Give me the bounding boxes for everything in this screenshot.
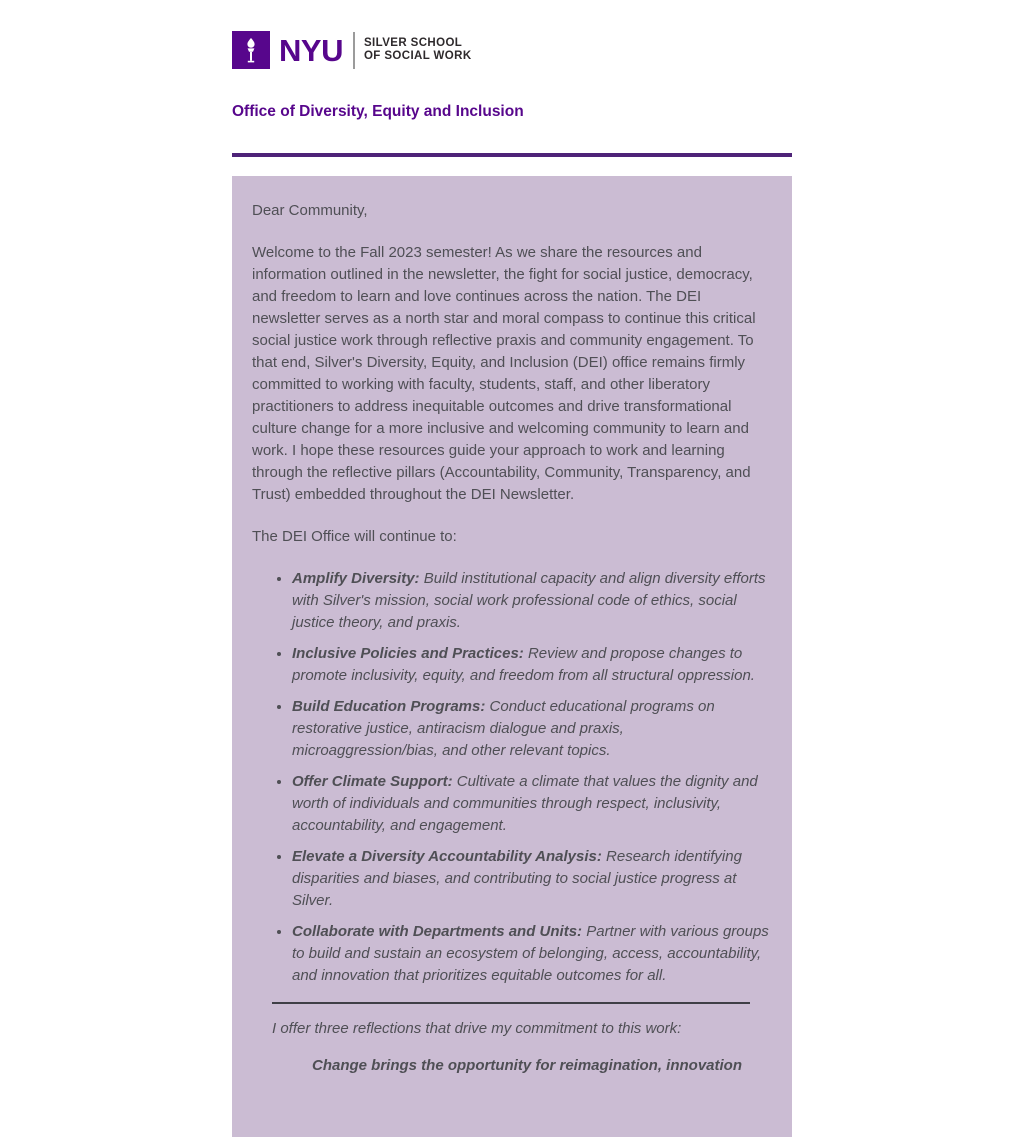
intro-paragraph: Welcome to the Fall 2023 semester! As we share the resources and information outlined in the newsletter, the fight for social justice, democracy, and freedom to learn and love continues across the nation. The DEI newsletter serves as a north star and moral compass to continue this critical social justice work through reflective praxis and community engagement. To that end, Silver's Diversity, Equity, and Inclusion (DEI) office remains firmly committed to working with faculty, students, staff, and other liberatory practitioners to address inequitable outcomes and drive transformational culture change for a more inclusive and welcoming community to learn and work. I hope these resources guide your approach to work and learning through the reflective pillars (Accountability, Community, Transparency, and Trust) embedded throughout the DEI Newsletter. bbox=[252, 244, 756, 503]
reflections-intro: I offer three reflections that drive my commitment to this work: bbox=[272, 1020, 682, 1037]
salutation: Dear Community, bbox=[252, 202, 368, 219]
office-title: Office of Diversity, Equity and Inclusion bbox=[232, 103, 524, 120]
list-item-text: Review and propose changes to promote inclusivity, equity, and freedom from all structural oppression. bbox=[292, 645, 755, 684]
logo-separator bbox=[353, 32, 355, 69]
school-name bbox=[364, 37, 472, 63]
reflection-item-partial: Change brings the opportunity for reimagination, innovation bbox=[312, 1057, 742, 1074]
list-item-text: Partner with various groups to build and sustain an ecosystem of belonging, access, accountability, and innovation that prioritizes equitable outcomes for all. bbox=[292, 923, 769, 984]
list-item-text: Cultivate a climate that values the dignity and worth of individuals and communities through respect, inclusivity, accountability, and engagement. bbox=[292, 773, 758, 834]
list-item bbox=[292, 771, 772, 837]
list-item-label: Build Education Programs: bbox=[292, 698, 486, 715]
list-item bbox=[292, 921, 772, 987]
list-item bbox=[292, 568, 772, 634]
reflections-rule bbox=[272, 1002, 750, 1004]
list-item-label: Offer Climate Support: bbox=[292, 773, 453, 790]
list-item-label: Elevate a Diversity Accountability Analysis: bbox=[292, 848, 602, 865]
purple-divider bbox=[232, 153, 792, 157]
list-item bbox=[292, 696, 772, 762]
nyu-silver-logo[interactable] bbox=[232, 31, 792, 69]
list-item-text: Research identifying disparities and biases, and contributing to social justice progress at Silver. bbox=[292, 848, 742, 909]
school-name-line1: SILVER SCHOOL bbox=[363, 37, 463, 49]
continue-heading: The DEI Office will continue to: bbox=[252, 528, 457, 545]
list-item-label: Amplify Diversity: bbox=[292, 570, 420, 587]
list-item bbox=[292, 643, 772, 687]
nyu-wordmark: NYU bbox=[279, 32, 343, 68]
list-item-text: Build institutional capacity and align diversity efforts with Silver's mission, social work professional code of ethics, social justice theory, and praxis. bbox=[292, 570, 766, 631]
dei-commitments-list bbox=[252, 568, 772, 987]
school-name-line2: OF SOCIAL WORK bbox=[363, 50, 472, 62]
list-item-label: Inclusive Policies and Practices: bbox=[292, 645, 524, 662]
list-item-label: Collaborate with Departments and Units: bbox=[292, 923, 583, 940]
nyu-logo-mark bbox=[232, 31, 270, 69]
letter-panel bbox=[232, 176, 792, 1137]
nyu-torch-icon bbox=[239, 37, 263, 63]
email-newsletter bbox=[232, 0, 792, 1137]
list-item-text: Conduct educational programs on restorative justice, antiracism dialogue and praxis, microaggression/bias, and other relevant topics. bbox=[292, 698, 715, 759]
list-item bbox=[292, 846, 772, 912]
